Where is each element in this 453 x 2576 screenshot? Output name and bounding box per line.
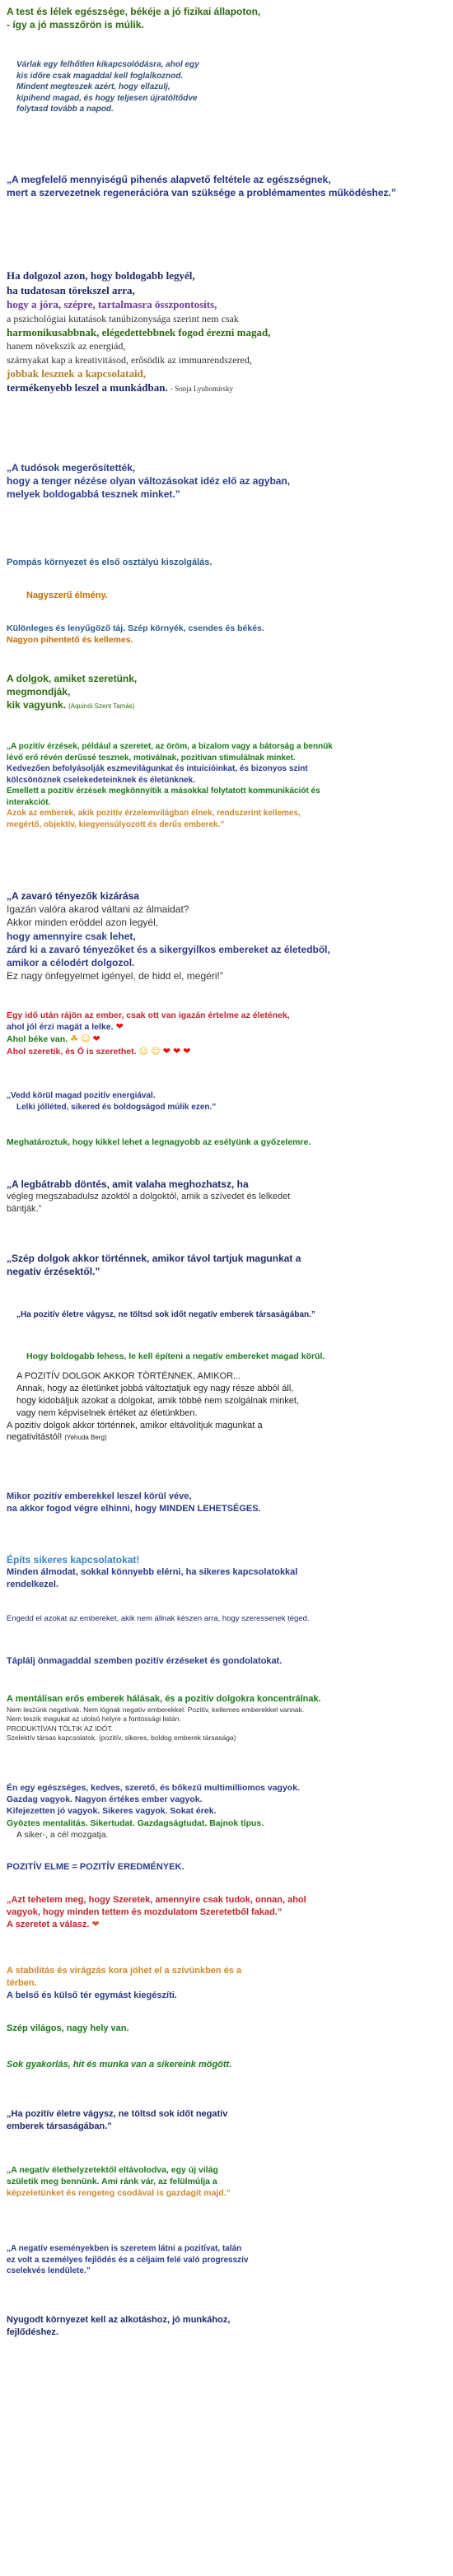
- beautiful-things-section: [7, 1252, 446, 1278]
- practice-section: [7, 2059, 446, 2071]
- berg-signature: (Yehuda Berg): [64, 1434, 107, 1442]
- lyubomirsky-section: [7, 268, 446, 395]
- energy-line-2: Lelki jólléted, sikered és boldogságod múlik ezen.”: [16, 1102, 217, 1112]
- affirmation-section: [7, 1782, 446, 1841]
- intro-section: [7, 5, 446, 31]
- sea-section: [7, 461, 446, 502]
- affirm-line-1: Én egy egészséges, kedves, szerető, és bőkezű multimilliomos vagyok.: [7, 1783, 300, 1793]
- love-line-3: A szeretet a válasz.: [7, 1919, 90, 1930]
- stability-line-2: térben.: [7, 1977, 37, 1988]
- winning-section: [7, 1136, 446, 1148]
- strong-line-1: A mentálisan erős emberek hálásak, és a pozitív dolgokra koncentrálnak.: [7, 1694, 321, 1704]
- emotions-line-2: lévő erő révén derűssé tesznek, motiválnak, pozitívan stimulálnak minket.: [7, 753, 296, 763]
- energy-line-1: „Vedd körül magad pozitív energiával.: [7, 1091, 156, 1100]
- distractions-line-1: „A zavaró tényezők kizárása: [7, 890, 139, 902]
- experience-line: Nagyszerű élmény.: [26, 590, 108, 600]
- distractions-line-3: Akkor minden eröddel azon legyél,: [7, 917, 159, 929]
- invitation-section: [7, 59, 446, 115]
- invitation-line-4: kipihend magad, és hogy teljesen újratöltődve: [16, 93, 198, 103]
- love-section: [7, 1894, 446, 1931]
- berg-line-1: Hogy boldogabb lehess, le kell építeni a negatív embereket magad körül.: [26, 1351, 325, 1361]
- berg-line-5: vagy nem képviselnek értéket az életünkben.: [16, 1407, 198, 1418]
- distractions-line-7: Ez nagy önfegyelmet igényel, de hidd el, megéri!”: [7, 970, 223, 982]
- beautiful-line-2: negatív érzésektől.”: [7, 1266, 100, 1278]
- possible-line-1: Mikor pozitív emberekkel leszel körül véve,: [7, 1491, 192, 1501]
- stability-section: [7, 1965, 446, 2002]
- emotions-line-1: „A pozitív érzések, például a szeretet, az öröm, a bizalom vagy a bátorság a bennük: [7, 742, 333, 751]
- intro-line-1: A test és lélek egészsége, békéje a jó fizikai állapoton,: [7, 6, 261, 17]
- negative-people-line: „Ha pozitív életre vágysz, ne töltsd sok időt negatív emberek társaságában.”: [16, 1310, 315, 1319]
- affirm-line-2: Gazdag vagyok. Nagyon értékes ember vagyok.: [7, 1794, 203, 1805]
- strong-line-2: Nem leszünk negatívak. Nem lógnak negatív emberekkel. Pozitív, kellemes emberekkel vannak.: [7, 1705, 305, 1714]
- emotions-line-7: Azok az emberek, akik pozitív érzelemvilágban élnek, rendszerint kellemes,: [7, 809, 301, 818]
- bravest-line-3: bántják.”: [7, 1204, 42, 1215]
- emotions-line-8: megértő, objektív, kiegyensúlyozott és derűs emberek.”: [7, 819, 225, 829]
- invitation-line-3: Mindent megteszek azért, hogy ellazulj,: [16, 82, 170, 91]
- landscape-line-2: Nagyon pihentető és kellemes.: [7, 635, 133, 646]
- energy-section: [7, 1090, 446, 1113]
- strong-line-4: PRODUKTÍVAN TÖLTIK AZ IDŐT.: [7, 1724, 113, 1733]
- positive-mind-line: POZITÍV ELME = POZITÍV EREDMÉNYEK.: [7, 1862, 184, 1872]
- aquinas-line-2: megmondják,: [7, 686, 71, 698]
- see-positive-line-1: „A negatív eseményekben is szeretem látni a pozitívat, talán: [7, 2244, 242, 2253]
- new-world-line-2: születik meg bennünk. Ami ránk vár, az felülmúlja a: [7, 2177, 217, 2187]
- invitation-line-5: folytasd tovább a napod.: [16, 105, 114, 114]
- affirm-line-4: Gyöztes mentalitás. Sikertudat. Gazdagságtudat. Bajnok típus.: [7, 1818, 264, 1828]
- heart-icon: ❤: [162, 1045, 170, 1057]
- smile-icon: ☺: [81, 1034, 91, 1045]
- let-go-section: [7, 1614, 446, 1625]
- sea-line-2: hogy a tenger nézése olyan változásokat idéz elő az agyban,: [7, 475, 291, 488]
- heart-icon: ❤: [91, 1918, 100, 1930]
- new-world-line-3: képzeletünket és rengeteg csodával is gazdagít majd.”: [7, 2188, 231, 2199]
- service-line: Pompás környezet és első osztályú kiszolgálás.: [7, 558, 212, 567]
- berg-section: [7, 1351, 446, 1444]
- rest-quote-section: [7, 173, 446, 199]
- bravest-section: [7, 1178, 446, 1216]
- strong-line-5: Szelektív társas kapcsolatok. (pozitív, sikeres, boldog emberek társasága): [7, 1734, 236, 1743]
- nourish-section: [7, 1655, 446, 1668]
- relationships-line-2: Minden álmodat, sokkal könnyebb elérni, ha sikeres kapcsolatokkal: [7, 1567, 298, 1578]
- experience-section: [7, 590, 446, 602]
- distractions-line-2: Igazán valóra akarod váltani az álmaidat?: [7, 903, 189, 916]
- winning-line: Meghatároztuk, hogy kikkel lehet a legnagyobb az esélyünk a győzelemre.: [7, 1137, 311, 1147]
- aquinas-signature: (Aquinói Szent Tamás): [68, 702, 135, 711]
- peace-section: [7, 1010, 446, 1058]
- love-line-2: vagyok, hogy minden tettem és mozdulatom Szeretetből fakad.”: [7, 1906, 283, 1917]
- service-section: [7, 557, 446, 569]
- rest-quote-line-2: mert a szervezetnek regenerációra van szüksége a problémamentes működéshez.”: [7, 187, 396, 199]
- aquinas-section: [7, 672, 446, 712]
- smile-icon: ☺: [151, 1045, 161, 1057]
- bravest-line-2: végleg megszabadulsz azoktól a dolgoktól, amik a szívedet és lelkedet: [7, 1192, 291, 1202]
- negative-people-section: [7, 1309, 446, 1321]
- peace-line-2: ahol jól érzi magát a lelke.: [7, 1022, 114, 1033]
- see-positive-line-3: cselekvés lendülete.”: [7, 2266, 91, 2275]
- berg-line-3: Annak, hogy az életünket jobbá változtatjuk egy nagy része abból áll,: [16, 1384, 294, 1394]
- berg-line-4: hogy kidobáljuk azokat a dolgokat, amik többé nem szolgálnak minket,: [16, 1395, 300, 1406]
- possible-section: [7, 1491, 446, 1515]
- calm-line-1: Nyugodt környezet kell az alkotáshoz, jó munkához,: [7, 2315, 231, 2325]
- peace-line-4: Ahol szeretik, és Ő is szerethet.: [7, 1046, 137, 1057]
- calm-environment-section: [7, 2314, 446, 2339]
- mentally-strong-section: [7, 1693, 446, 1743]
- aquinas-line-3: kik vagyunk.: [7, 699, 67, 712]
- berg-line-7: negativitástól!: [7, 1432, 63, 1443]
- intro-line-2: - így a jó masszőrön is múlik.: [7, 19, 144, 31]
- heart-icon: ❤: [183, 1045, 191, 1057]
- sea-line-1: „A tudósok megerősítették,: [7, 462, 136, 474]
- calm-line-2: fejlődéshez.: [7, 2326, 58, 2337]
- lyubo-line-2: ha tudatosan törekszel arra,: [7, 283, 135, 296]
- love-line-1: „Azt tehetem meg, hogy Szeretek, amennyire csak tudok, onnan, ahol: [7, 1895, 306, 1905]
- see-positive-line-2: ez volt a személyes fejlődés és a céljaim felé való progresszív: [7, 2255, 249, 2265]
- distractions-line-5: zárd ki a zavaró tényezőket és a sikergyilkos embereket az életedből,: [7, 943, 330, 955]
- rest-quote-line-1: „A megfelelő mennyiségű pihenés alapvető feltétele az egészségnek,: [7, 174, 331, 185]
- see-positive-section: [7, 2243, 446, 2277]
- negative-company-line-2: emberek társaságában.”: [7, 2121, 112, 2131]
- negative-company-line-1: „Ha pozitív életre vágysz, ne töltsd sok időt negatív: [7, 2109, 228, 2119]
- positive-mind-section: [7, 1861, 446, 1874]
- nourish-line: Táplálj önmagaddal szemben pozitív érzéseket és gondolatokat.: [7, 1656, 283, 1666]
- distractions-line-6: amikor a célodért dolgozol.: [7, 956, 135, 968]
- stability-line-1: A stabilitás és virágzás kora jöhet el a szívünkben és a: [7, 1966, 242, 1976]
- stability-line-3: A belső és külső tér egymást kiegészíti.: [7, 1990, 177, 2000]
- aquinas-line-1: A dolgok, amiket szeretünk,: [7, 673, 138, 684]
- invitation-line-1: Várlak egy felhőtlen kikapcsolódásra, ahol egy: [16, 60, 199, 69]
- sea-line-3: melyek boldogabbá tesznek minket.”: [7, 488, 180, 501]
- bright-place-line: Szép világos, nagy hely van.: [7, 2023, 129, 2033]
- emotions-line-5: Emellett a pozitív érzések megkönnyítik a másokkal folytatott kommunikációt és: [7, 786, 320, 796]
- positive-emotions-section: [7, 741, 446, 830]
- praying-hands-icon: ☘: [70, 1034, 79, 1045]
- invitation-line-2: kis időre csak magaddal kell foglalkoznod.: [16, 71, 184, 81]
- emotions-line-4: kölcsönöznek cselekedeteinknek és életünknek.: [7, 775, 195, 785]
- lyubo-signature: - Sonja Lyubomirsky: [170, 385, 233, 394]
- peace-line-3: Ahol béke van.: [7, 1034, 68, 1045]
- heart-icon: ❤: [92, 1034, 100, 1045]
- lyubo-line-7: szárnyakat kap a kreativitásod, erősödik az immunrendszered,: [7, 353, 252, 366]
- berg-line-6: A pozitív dolgok akkor történnek, amikor eltávolítjuk magunkat a: [7, 1420, 263, 1430]
- distractions-section: [7, 889, 446, 982]
- heart-icon: ❤: [115, 1021, 124, 1033]
- affirm-line-5: A siker-, a cél mozgatja.: [16, 1829, 109, 1840]
- new-world-line-1: „A negatív élethelyzetektől eltávolodva, egy új világ: [7, 2165, 218, 2175]
- peace-line-1: Egy idő után rájön az ember, csak ott van igazán értelme az életének,: [7, 1010, 290, 1020]
- lyubo-line-5: harmonikusabbnak, elégedettebbnek fogod érezni magad,: [7, 325, 271, 338]
- new-world-section: [7, 2164, 446, 2200]
- strong-line-3: Nem teszik magukat az utolsó helyre a fontossági listán.: [7, 1715, 181, 1724]
- beautiful-line-1: „Szép dolgok akkor történnek, amikor távol tartjuk magunkat a: [7, 1253, 301, 1264]
- landscape-section: [7, 623, 446, 646]
- relationships-section: [7, 1553, 446, 1591]
- lyubo-line-6: hanem növekszik az energiád,: [7, 340, 126, 352]
- heart-icon: ❤: [172, 1045, 181, 1057]
- bravest-line-1: „A legbátrabb döntés, amit valaha meghozhatsz, ha: [7, 1178, 249, 1190]
- lyubo-line-4: a pszichológiai kutatások tanúbizonysága szerint nem csak: [7, 312, 239, 324]
- lyubo-line-3: hogy a jóra, szépre, tartalmasra összpontosíts,: [7, 298, 217, 311]
- relationships-line-1: Építs sikeres kapcsolatokat!: [7, 1554, 140, 1566]
- practice-line: Sok gyakorlás, hit és munka van a sikereink mögött.: [7, 2060, 232, 2070]
- relationships-line-3: rendelkezel.: [7, 1580, 58, 1590]
- negative-company-section: [7, 2108, 446, 2133]
- possible-line-2: na akkor fogod végre elhinni, hogy MINDEN LEHETSÉGES.: [7, 1503, 261, 1514]
- affirm-line-3: Kifejezetten jó vagyok. Sikeres vagyok. Sokat érek.: [7, 1806, 217, 1817]
- lyubo-line-1: Ha dolgozol azon, hogy boldogabb legyél,: [7, 269, 195, 282]
- emotions-line-6: interakciót.: [7, 797, 51, 807]
- bright-place-section: [7, 2023, 446, 2035]
- let-go-line: Engedd el azokat az embereket, akik nem állnak készen arra, hogy szeressenek téged.: [7, 1614, 310, 1623]
- landscape-line-1: Különleges és lenyűgöző táj. Szép környék, csendes és békés.: [7, 623, 264, 633]
- lyubo-line-8: jobbak lesznek a kapcsolataid,: [7, 366, 147, 380]
- lyubo-line-9: termékenyebb leszel a munkádban.: [7, 381, 168, 394]
- kiss-face-icon: ☺: [138, 1045, 149, 1057]
- emotions-line-3: Kedvezően befolyásolják eszmevilágunkat és intuícióinkat, és bizonyos szint: [7, 764, 308, 773]
- berg-line-2: A POZITÍV DOLGOK AKKOR TÖRTÉNNEK, AMIKOR...: [16, 1371, 241, 1382]
- distractions-line-4: hogy amennyire csak lehet,: [7, 930, 136, 942]
